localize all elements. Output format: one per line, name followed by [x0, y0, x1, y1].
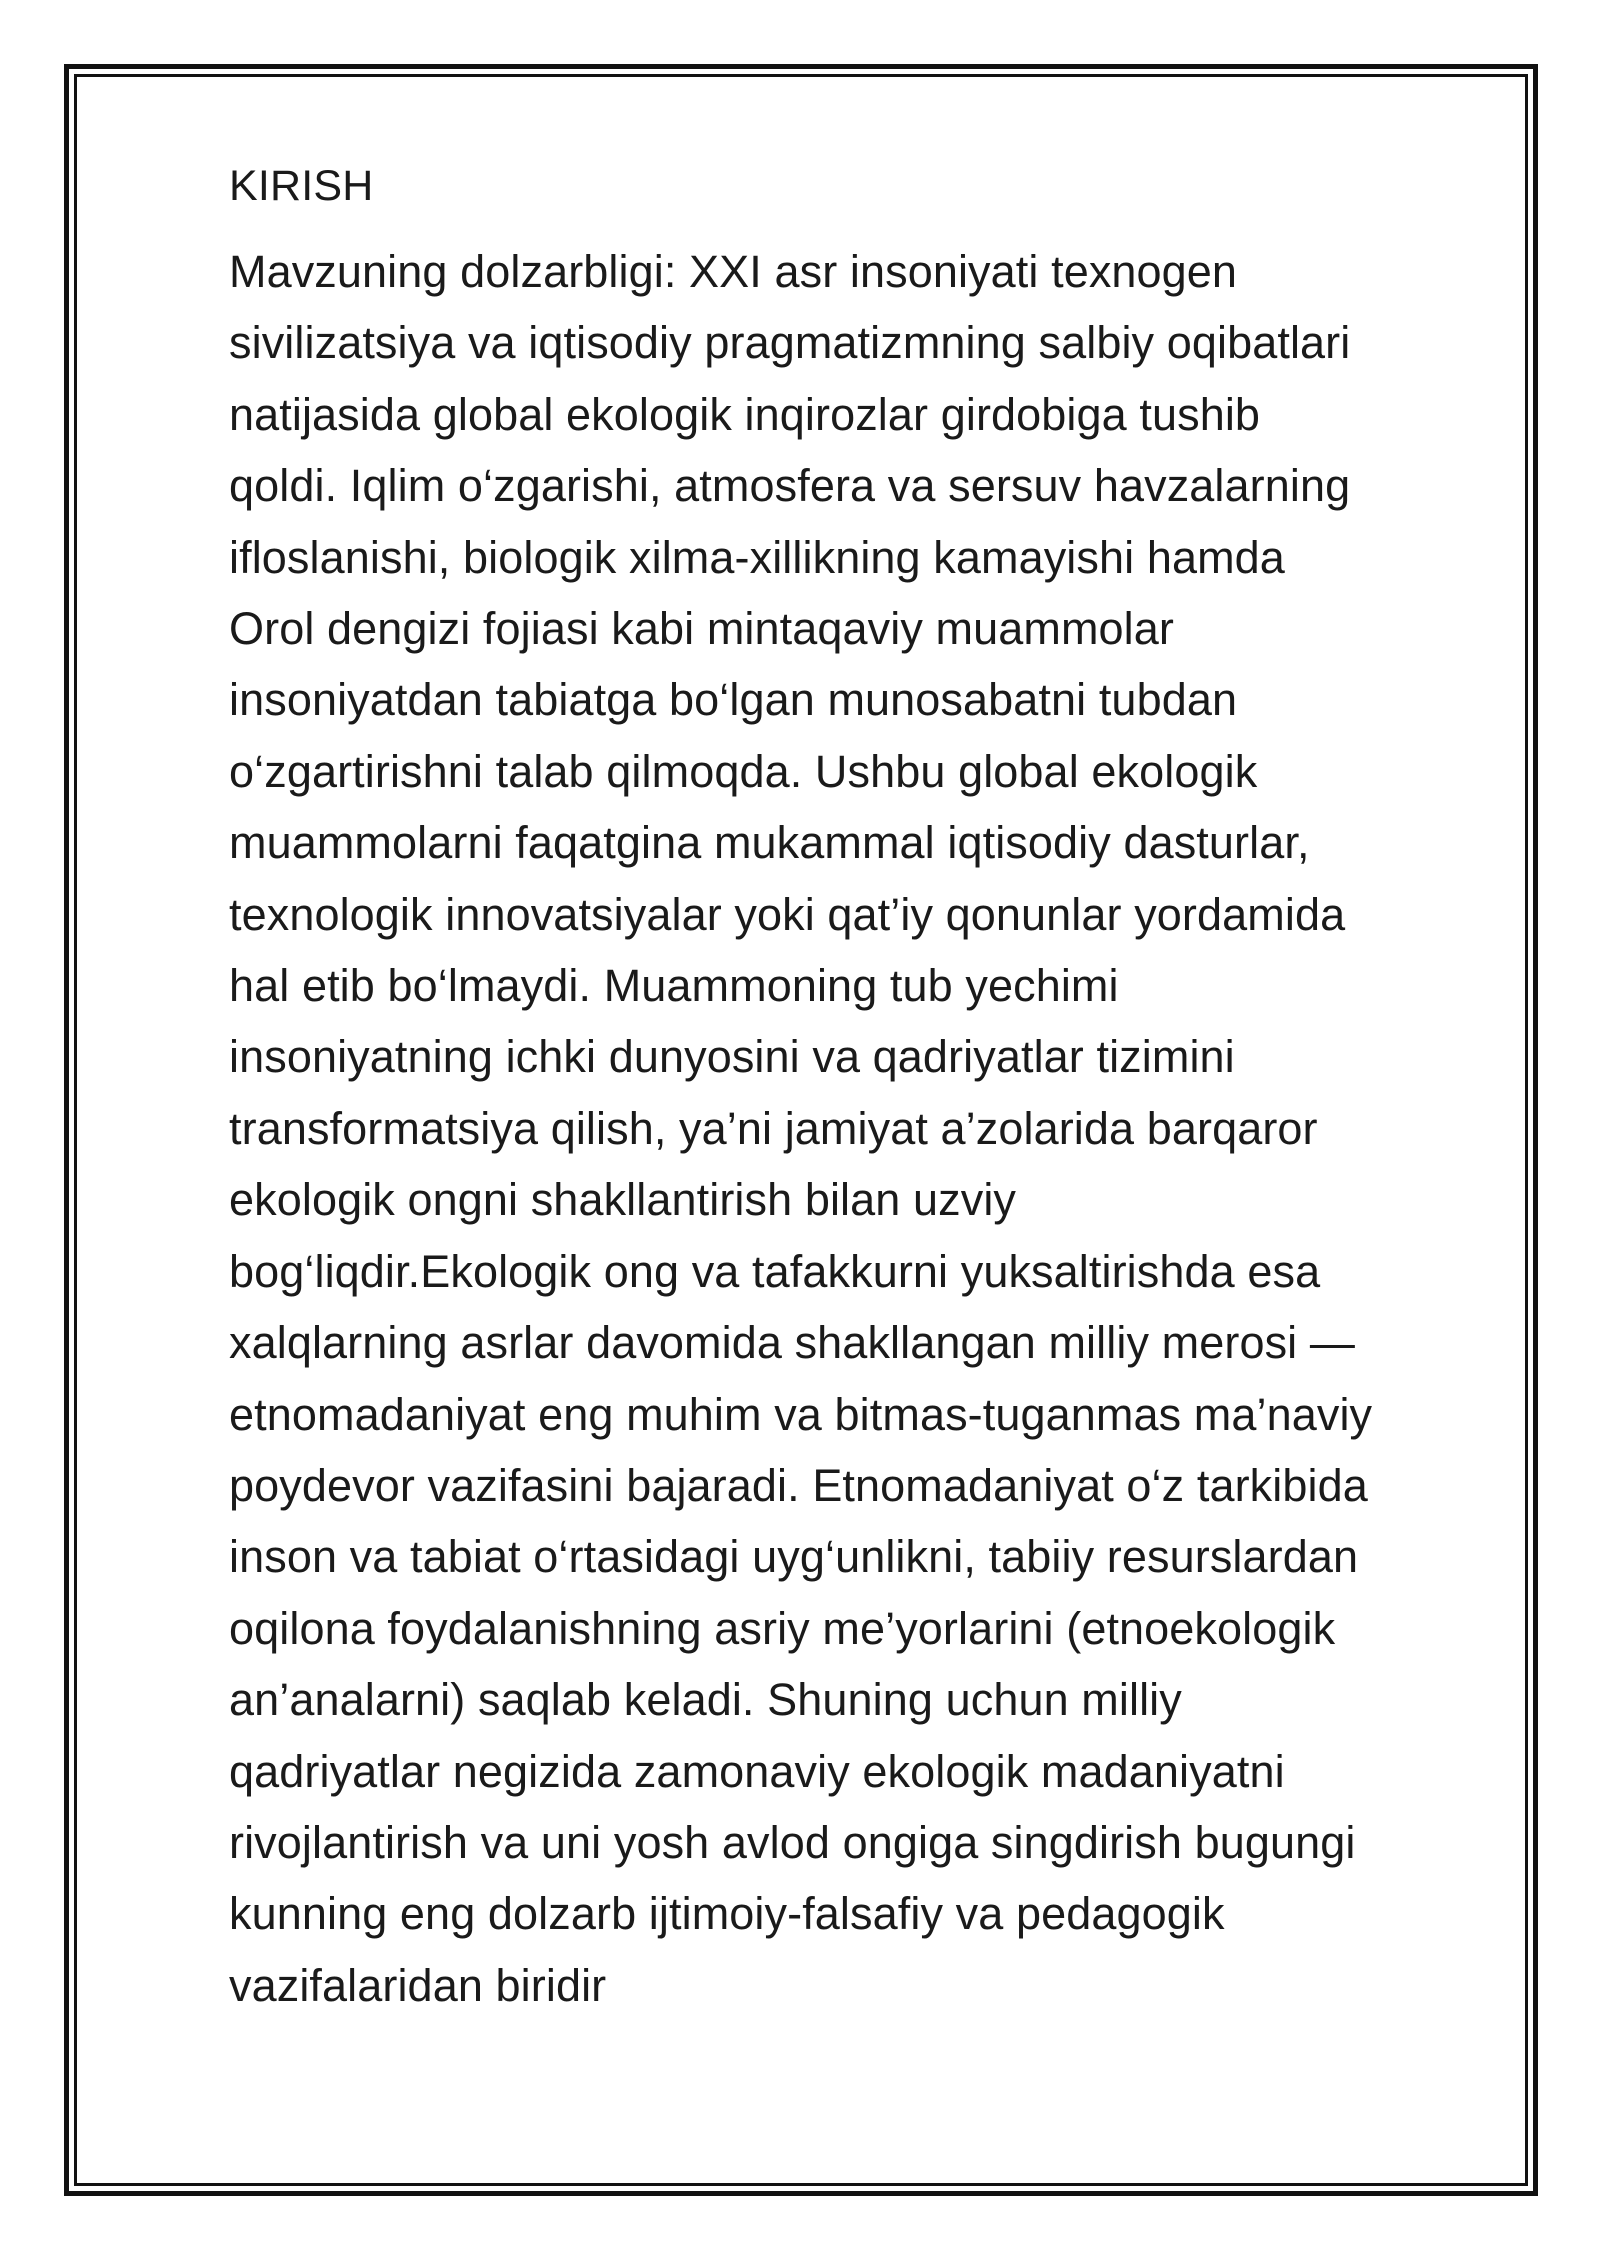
paragraph-line: insoniyatdan tabiatga bo‘lgan munosabatni tubdan	[229, 674, 1238, 726]
body-paragraph	[229, 236, 1499, 2021]
paragraph-line: transformatsiya qilish, ya’ni jamiyat a’zolarida barqaror	[229, 1102, 1318, 1154]
paragraph-line: an’analarni) saqlab keladi. Shuning uchun milliy	[229, 1674, 1182, 1726]
paragraph-line: etnomadaniyat eng muhim va bitmas-tuganmas ma’naviy	[229, 1388, 1373, 1440]
paragraph-line: bog‘liqdir.Ekologik ong va tafakkurni yuksaltirishda esa	[229, 1245, 1321, 1297]
paragraph-line: kunning eng dolzarb ijtimoiy-falsafiy va pedagogik	[229, 1888, 1225, 1940]
paragraph-line: inson va tabiat o‘rtasidagi uyg‘unlikni, tabiiy resurslardan	[229, 1531, 1359, 1583]
paragraph-line: oqilona foydalanishning asriy me’yorlarini (etnoekologik	[229, 1602, 1336, 1654]
paragraph-line: muammolarni faqatgina mukammal iqtisodiy dasturlar,	[229, 817, 1310, 869]
paragraph-line: rivojlantirish va uni yosh avlod ongiga singdirish bugungi	[229, 1816, 1356, 1868]
paragraph-line: xalqlarning asrlar davomida shakllangan milliy merosi —	[229, 1317, 1355, 1369]
paragraph-line: sivilizatsiya va iqtisodiy pragmatizmning salbiy oqibatlari	[229, 317, 1351, 369]
paragraph-line: Orol dengizi fojiasi kabi mintaqaviy muammolar	[229, 603, 1174, 655]
paragraph-line: vazifalaridan biridir	[229, 1959, 607, 2011]
paragraph-line: texnologik innovatsiyalar yoki qat’iy qonunlar yordamida	[229, 888, 1346, 940]
paragraph-line: qadriyatlar negizida zamonaviy ekologik madaniyatni	[229, 1745, 1285, 1797]
paragraph-line: natijasida global ekologik inqirozlar girdobiga tushib	[229, 388, 1261, 440]
paragraph-line: hal etib bo‘lmaydi. Muammoning tub yechimi	[229, 960, 1119, 1012]
paragraph-line: ekologik ongni shakllantirish bilan uzviy	[229, 1174, 1017, 1226]
paragraph-line: Mavzuning dolzarbligi: XXI asr insoniyati texnogen	[229, 246, 1238, 297]
paragraph-line: poydevor vazifasini bajaradi. Etnomadaniyat o‘z tarkibida	[229, 1459, 1368, 1511]
section-heading: KIRISH	[229, 162, 374, 210]
paragraph-line: o‘zgartirishni talab qilmoqda. Ushbu global ekologik	[229, 745, 1258, 797]
paragraph-line: ifloslanishi, biologik xilma-xillikning kamayishi hamda	[229, 531, 1285, 583]
paragraph-line: qoldi. Iqlim o‘zgarishi, atmosfera va sersuv havzalarning	[229, 460, 1351, 512]
paragraph-line: insoniyatning ichki dunyosini va qadriyatlar tizimini	[229, 1031, 1235, 1083]
document-body	[229, 150, 1499, 2021]
